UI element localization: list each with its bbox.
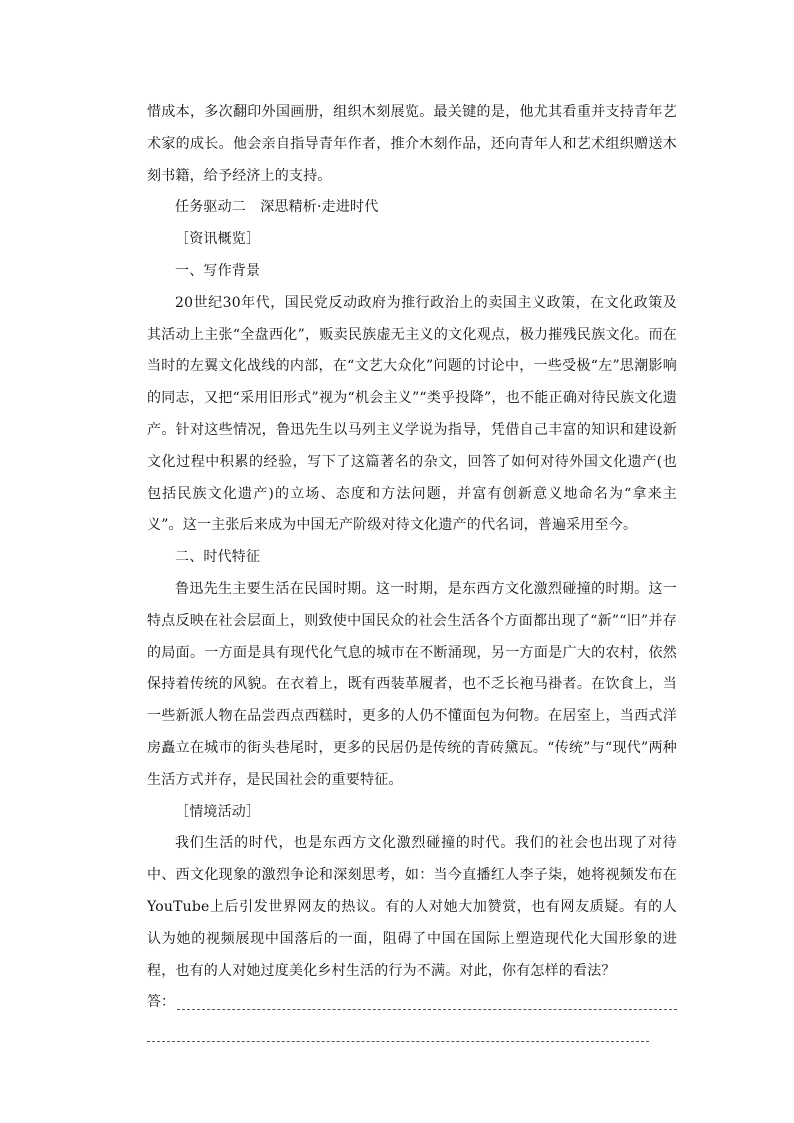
paragraph-situation-activity: 我们生活的时代，也是东西方文化激烈碰撞的时代。我们的社会也出现了对待中、西文化现象的激烈争论和深刻思考，如：当今直播红人李子柒，她将视频发布在YouTube上后引发世界网友的热议。有的人对她大加赞赏，也有网友质疑。有的人认为她的视频展现中国落后的一面，阻碍了中国在国际上塑造现代化大国形象的进程，也有的人对她过度美化乡村生活的行为不满。对此，你有怎样的看法？ <box>147 835 677 979</box>
document-body <box>147 97 677 1051</box>
answer-line-1[interactable] <box>177 1009 677 1010</box>
subheading-info-overview: ［资讯概览］ <box>175 231 261 248</box>
section-heading-task-two <box>147 192 677 224</box>
subheading-era-features: 二、时代特征 <box>175 549 261 566</box>
answer-field[interactable] <box>147 987 677 1019</box>
paragraph-writing-background: 20世纪30年代，国民党反动政府为推行政治上的卖国主义政策，在文化政策及其活动上主张“全盘西化”，贩卖民族虚无主义的文化观点，极力摧残民族文化。而在当时的左翼文化战线的内部，在“文艺大众化”问题的讨论中，一些受极“左”思潮影响的同志，又把“采用旧形式”视为“机会主义”“类乎投降”，也不能正确对待民族文化遗产。针对这些情况，鲁迅先生以马列主义学说为指导，凭借自己丰富的知识和建设新文化过程中积累的经验，写下了这篇著名的杂文，回答了如何对待外国文化遗产(也包括民族文化遗产)的立场、态度和方法问题，并富有创新意义地命名为“拿来主义”。这一主张后来成为中国无产阶级对待文化遗产的代名词，普遍采用至今。 <box>147 294 677 534</box>
paragraph-continuation: 惜成本，多次翻印外国画册，组织木刻展览。最关键的是，他尤其看重并支持青年艺术家的成长。他会亲自指导青年作者，推介木刻作品，还向青年人和艺术组织赠送木刻书籍，给予经济上的支持。 <box>147 104 677 184</box>
paragraph-era-features: 鲁迅先生主要生活在民国时期。这一时期，是东西方文化激烈碰撞的时期。这一特点反映在社会层面上，则致使中国民众的社会生活各个方面都出现了“新”“旧”并存的局面。一方面是具有现代化气息的城市在不断涌现，另一方面是广大的农村，依然保持着传统的风貌。在衣着上，既有西装革履者，也不乏长袍马褂者。在饮食上，当一些新派人物在品尝西点西糕时，更多的人仍不懂面包为何物。在居室上，当西式洋房矗立在城市的街头巷尾时，更多的民居仍是传统的青砖黛瓦。“传统”与“现代”两种生活方式并存，是民国社会的重要特征。 <box>147 580 677 788</box>
answer-field-continued[interactable] <box>147 1019 677 1051</box>
subheading-situation-activity: ［情境活动］ <box>175 803 261 820</box>
answer-label: 答： <box>147 994 175 1011</box>
section-heading-task-two-text: 任务驱动二 深思精析·走进时代 <box>175 199 379 216</box>
answer-line-2[interactable] <box>147 1041 649 1042</box>
subheading-writing-background: 一、写作背景 <box>175 262 261 279</box>
